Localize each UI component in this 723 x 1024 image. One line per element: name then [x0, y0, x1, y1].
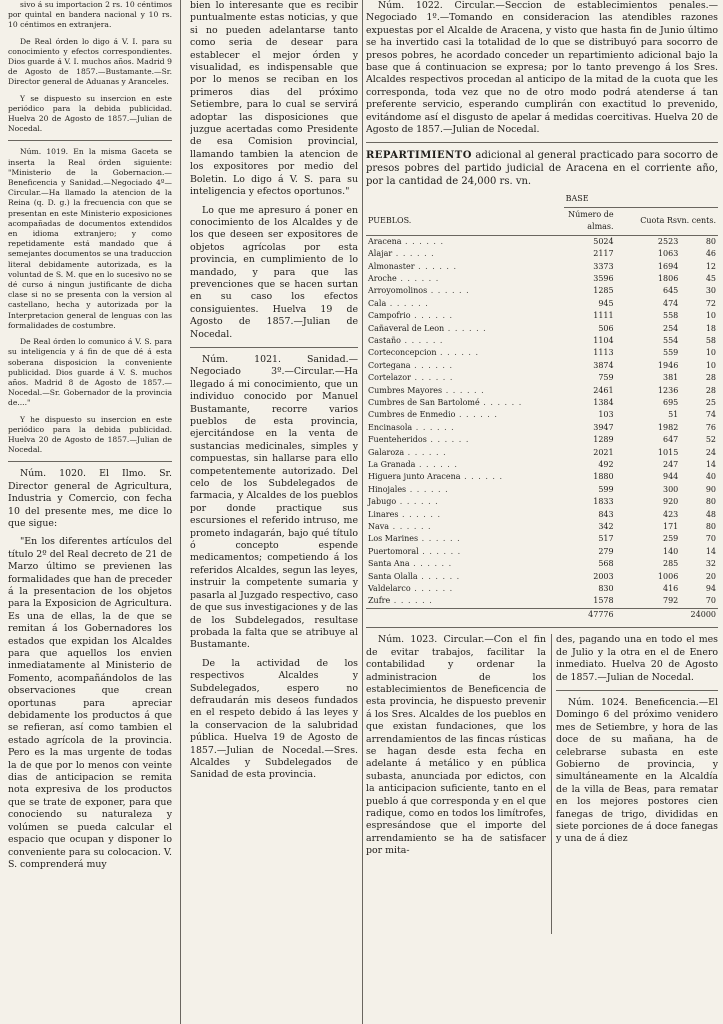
almas-cell: 1289: [593, 435, 614, 445]
table-row: [366, 471, 718, 483]
repartimiento-heading: REPARTIMIENTO: [366, 150, 472, 162]
almas-cell: 103: [598, 410, 614, 420]
cents-cell: 76: [705, 422, 716, 432]
almas-cell: 1111: [593, 311, 614, 321]
notice-1020-closing: Lo que me apresuro á poner en conocimiento de los Alcaldes y de los que deseen ser expositores de objetos agrícolas por esta provincia, en cumplimiento de lo mandado, y para que las prevenciones que se hacen surtan en su caso los efectos consiguientes. Huelva 19 de Agosto de 1857.—Julian de Nocedal.: [190, 204, 358, 340]
notice-1019-publication: Y he dispuesto su insercion en este periódico para la debida publicidad. Huelva 20 de Agosto de 1857.—Julian de Nocedal.: [8, 414, 172, 455]
reales-cell: 792: [663, 596, 679, 606]
separator: [8, 140, 172, 141]
table-row: [366, 372, 718, 384]
almas-cell: 2003: [593, 571, 614, 581]
almas-cell: 3596: [593, 273, 614, 283]
reales-cell: 1946: [657, 360, 679, 370]
separator: [8, 461, 172, 462]
cents-cell: 52: [705, 435, 716, 445]
pueblo-cell: Higuera junto Aracena . . .: [366, 471, 564, 483]
reales-cell: 300: [663, 484, 679, 494]
almas-cell: 517: [598, 534, 614, 544]
pueblo-cell: Aroche . . .: [366, 273, 564, 285]
reales-cell: 1982: [657, 422, 679, 432]
cents-cell: 74: [705, 410, 716, 420]
almas-cell: 830: [598, 584, 614, 594]
cents-cell: 28: [705, 385, 716, 395]
pueblo-cell: Los Marines . . .: [366, 533, 564, 545]
almas-cell: 3874: [593, 360, 614, 370]
repartimiento-rows: [366, 235, 718, 608]
pueblo-cell: Jabugo . . .: [366, 496, 564, 508]
cents-cell: 10: [705, 360, 716, 370]
notice-1024-column: [556, 634, 718, 852]
reales-cell: 254: [663, 323, 679, 333]
table-row: [366, 583, 718, 595]
separator: [366, 142, 718, 143]
table-row: [366, 422, 718, 434]
reales-cell: 259: [663, 534, 679, 544]
pueblo-cell: Fuenteheridos . . .: [366, 434, 564, 446]
almas-cell: 568: [598, 559, 614, 569]
reales-cell: 558: [663, 311, 679, 321]
notice-1019-signature: De Real órden lo comunico á V. S. para su inteligencia y á fin de que dé á esta soberana disposicion la conveniente publicidad. Dios guarde á V. S. muchos años. Madrid 8 de Agosto de 1857.—Nocedal.—Sr. Gobernador de la provincia de....": [8, 337, 172, 408]
pueblo-cell: Puertomoral . . .: [366, 546, 564, 558]
pueblo-cell: Cumbres Mayores . . .: [366, 385, 564, 397]
almas-cell: 1384: [593, 397, 614, 407]
almas-cell: 1104: [593, 335, 614, 345]
column-rule-2: [362, 0, 363, 1024]
cents-cell: 45: [705, 273, 716, 283]
reales-cell: 140: [663, 546, 679, 556]
total-almas: 47776: [564, 608, 616, 621]
almas-cell: 3947: [593, 422, 614, 432]
cents-cell: 90: [705, 484, 716, 494]
cents-cell: 46: [705, 249, 716, 259]
notice-1020-heading: Núm. 1020. El Ilmo. Sr. Director general de Agricultura, Industria y Comercio, con fecha 10 del presente mes, me dice lo que sigue:: [8, 468, 172, 529]
pueblo-cell: Aracena . . .: [366, 235, 564, 248]
cents-cell: 14: [705, 546, 716, 556]
almas-cell: 342: [598, 522, 614, 532]
column-1: [8, 0, 172, 1024]
table-row: [366, 533, 718, 545]
reales-cell: 247: [663, 460, 679, 469]
notice-1023: Núm. 1023. Circular.—Con el fin de evitar trabajos, facilitar la contabilidad y ordenar la administracion de los establecimientos de Beneficencia de esta provincia, he dispuesto prevenir á los Sres. Alcaldes de los pueblos en que existan fundaciones, que los arrendamientos de las fincas rústicas se hagan desde esta fecha en adelante á metálico y en pública subasta, anunciada por edictos, con la anticipacion suficiente, tanto en el pueblo á que corresponda y en el que radique, como en todos los limítrofes, espresándose que el importe del arrendamiento se ha de satisfacer por mita-: [366, 634, 546, 857]
almas-cell: 506: [598, 323, 614, 333]
almas-cell: 945: [598, 298, 614, 308]
notice-1021: Núm. 1021. Sanidad.—Negociado 3º.—Circular.—Ha llegado á mi conocimiento, que un individuo conocido por Manuel Bustamante, recorre varios pueblos de esta provincia, ejercitándose en la venta de sustancias medicinales, simples y compuestas, sin hallarse para ello competentemente autorizado. Del celo de los Subdelegados de farmacia, y Alcaldes de los pueblos por donde practique sus escursiones el referido intruso, me prometo indagarán, bajo qué título ó concepto espende medicamentos; competiendo á los referidos Alcaldes, segun las leyes, instruir la competente sumaria y pasarla al Juzgado respectivo, caso de que sus investigaciones y de las de los Subdelegados, resultase probada la falta que se atribuye al Bustamante.: [190, 353, 358, 651]
pueblo-cell: Galaroza . . .: [366, 447, 564, 459]
header-almas: Número de almas.: [568, 209, 614, 232]
notice-1024: Núm. 1024. Beneficencia.—El Domingo 6 del próximo venidero mes de Setiembre, y hora de las doce de su mañana, ha de celebrarse subasta en este Gobierno de provincia, y simultáneamente en la Alcaldía de la villa de Beas, para rematar en los mejores postores cien fanegas de trigo, divididas en siete porciones de á doce fanegas y una de á diez: [556, 696, 718, 845]
cents-cell: 40: [705, 472, 716, 482]
pueblo-cell: Alajar . . .: [366, 248, 564, 260]
almas-cell: 1880: [593, 472, 614, 482]
reales-cell: 285: [663, 559, 679, 569]
cents-cell: 48: [705, 509, 716, 519]
table-row: [366, 459, 718, 471]
reales-cell: 559: [663, 348, 679, 358]
base-label: BASE: [564, 192, 718, 207]
pueblo-cell: Almonaster . . .: [366, 261, 564, 273]
total-row: [366, 608, 718, 621]
almas-cell: 843: [598, 509, 614, 519]
table-row: [366, 335, 718, 347]
almas-cell: 599: [598, 484, 614, 494]
table-row: [366, 273, 718, 285]
cents-cell: 14: [705, 460, 716, 469]
cents-cell: 70: [705, 534, 716, 544]
table-row: [366, 248, 718, 260]
separator: [190, 347, 358, 348]
cents-cell: 12: [705, 261, 716, 271]
notice-1022: Núm. 1022. Circular.—Seccion de establecimientos penales.—Negociado 1º.—Tomando en consideracion las atendibles razones expuestas por el Alcalde de Aracena, y visto que hasta fin de Junio último se ha invertido casi la totalidad de lo que se distribuyó para socorro de presos pobres, he acordado conceder un repartimiento adicional bajo la base que á continuacion se expresa; por lo tanto prevengo á los Sres. Alcaldes respectivos procedan al anticipo de la mitad de la cuota que les corresponda, toda vez que no de otro modo podrá atenderse á tan preferente servicio, esperando cumplirán con exactitud lo prevenido, evitándome así el disgusto de apelar á medidas coercitivas. Huelva 20 de Agosto de 1857.—Julian de Nocedal.: [366, 0, 718, 136]
column-rule-3: [551, 634, 552, 934]
cents-cell: 18: [705, 323, 716, 333]
table-row: [366, 447, 718, 459]
pueblo-cell: Arroyomolinos . . .: [366, 285, 564, 297]
reales-cell: 51: [668, 410, 679, 420]
notice-1020-body: "En los diferentes artículos del título 2º del Real decreto de 21 de Marzo último se previenen las formalidades que han de preceder á la presentacion de los objetos para la Exposicion de Agricultura. Es una de ellas, la de que se remitan á los Gobernadores los estados que expidan los Alcaldes para que aquellos los envien inmediatamente al Ministerio de Fomento, acompañándolos de las observaciones que crean oportunas para apreciar debidamente los productos á que se refieran, así como tambien el estado agrícola de la provincia. Pero es la mas urgente de todas la de que por lo menos con veinte dias de anticipacion se remita nota expresiva de los productos que se trate de exponer, para que conociendo su naturaleza y volúmen se pueda calcular el espacio que ocupan y disponer lo conveniente para su colocacion. V. S. comprenderá muy: [8, 536, 172, 870]
reales-cell: 1015: [657, 447, 679, 457]
pueblo-cell: Cortegana . . .: [366, 360, 564, 372]
table-row: [366, 347, 718, 359]
almas-cell: 759: [598, 373, 614, 383]
separator: [556, 690, 718, 691]
cents-cell: 25: [705, 397, 716, 407]
reales-cell: 416: [663, 584, 679, 594]
reales-cell: 647: [663, 435, 679, 445]
separator: [366, 627, 718, 628]
notice-1021-closing: De la actividad de los respectivos Alcaldes y Subdelegados, espero no defraudarán mis deseos fundados en el respeto debido á las leyes y la conservacion de la salubridad pública. Huelva 19 de Agosto de 1857.—Julian de Nocedal.—Sres. Alcaldes y Subdelegados de Sanidad de esta provincia.: [190, 657, 358, 781]
column-3: [366, 0, 718, 1024]
column-rule-1: [180, 0, 181, 1024]
cents-cell: 72: [705, 298, 716, 308]
table-row: [366, 546, 718, 558]
pueblo-cell: Cumbres de San Bartolomé . . .: [366, 397, 564, 409]
repartimiento-title: [366, 149, 718, 188]
pueblo-cell: Corteconcepcion . . .: [366, 347, 564, 359]
header-pueblos: PUEBLOS.: [368, 215, 412, 225]
table-row: [366, 310, 718, 322]
table-row: [366, 409, 718, 421]
reales-cell: 474: [663, 298, 679, 308]
reales-cell: 1063: [657, 249, 679, 259]
almas-cell: 5024: [593, 236, 614, 246]
cents-cell: 80: [705, 236, 716, 246]
almas-cell: 3373: [593, 261, 614, 271]
pueblo-cell: Santa Olalla . . .: [366, 571, 564, 583]
table-row: [366, 558, 718, 570]
cents-cell: 28: [705, 373, 716, 383]
almas-cell: 1833: [593, 497, 614, 507]
repartimiento-subtitle: adicional al general practicado para socorro de presos pobres del partido judicial de Aracena en el corriente año, por la cantidad de 24,000 rs. vn.: [366, 150, 718, 188]
cents-cell: 20: [705, 571, 716, 581]
reales-cell: 1806: [657, 273, 679, 283]
pueblo-cell: Santa Ana . . .: [366, 558, 564, 570]
almas-cell: 1578: [593, 596, 614, 606]
decree-tail: sivo á su importacion 2 rs. 10 céntimos por quintal en bandera nacional y 10 rs. 10 céntimos en extranjera.: [8, 0, 172, 30]
pueblo-cell: Castaño . . .: [366, 335, 564, 347]
pueblo-cell: Cortelazor . . .: [366, 372, 564, 384]
reales-cell: 944: [663, 472, 679, 482]
almas-cell: 1113: [593, 348, 614, 358]
pueblo-cell: Encinasola . . .: [366, 422, 564, 434]
table-row: [366, 298, 718, 310]
notice-1023-continuation: des, pagando una en todo el mes de Julio y la otra en el de Enero inmediato. Huelva 20 de Agosto de 1857.—Julian de Nocedal.: [556, 634, 718, 683]
reales-cell: 2523: [657, 236, 679, 246]
table-row: [366, 496, 718, 508]
cents-cell: 58: [705, 335, 716, 345]
pueblo-cell: Zufre . . .: [366, 595, 564, 608]
cents-cell: 70: [705, 596, 716, 606]
reales-cell: 1006: [657, 571, 679, 581]
table-row: [366, 285, 718, 297]
table-row: [366, 397, 718, 409]
repartimiento-table: [366, 192, 718, 621]
almas-cell: 2117: [593, 249, 614, 259]
reales-cell: 1236: [657, 385, 679, 395]
cents-cell: 24: [705, 447, 716, 457]
pueblo-cell: Linares . . .: [366, 509, 564, 521]
cents-cell: 80: [705, 497, 716, 507]
almas-cell: 1285: [593, 286, 614, 296]
cents-cell: 80: [705, 522, 716, 532]
pueblo-cell: Valdelarco . . .: [366, 583, 564, 595]
almas-cell: 492: [598, 460, 614, 469]
table-row: [366, 509, 718, 521]
reales-cell: 554: [663, 335, 679, 345]
pueblo-cell: Cañaveral de Leon . . .: [366, 323, 564, 335]
notice-1019: Núm. 1019. En la misma Gaceta se inserta la Real órden siguiente: "Ministerio de la Gobernacion.—Beneficencia y Sanidad.—Negociado 4º—Circular.—Ha llamado la atencion de la Reina (q. D. g.) la frecuencia con que se presentan en este Ministerio exposiciones acompañadas de documentos extendidos en idioma extranjero; y como repetidamente está mandado que á semejantes documentos se una traduccion literal debidamente autorizada, es la voluntad de S. M. que en lo sucesivo no se dé curso á ningun justificante de dicha clase si no se presenta con la version al castellano, hecha y autorizada por la Interpretacion general de lenguas con las formalidades de costumbre.: [8, 147, 172, 330]
pueblo-cell: Hinojales . . .: [366, 484, 564, 496]
decree-signature: De Real órden lo digo á V. I. para su conocimiento y efectos correspondientes. Dios guarde á V. I. muchos años. Madrid 9 de Agosto de 1857.—Bustamante.—Sr. Director general de Aduanas y Aranceles.: [8, 36, 172, 87]
table-row: [366, 235, 718, 248]
pueblo-cell: La Granada . . .: [366, 459, 564, 471]
reales-cell: 1694: [657, 261, 679, 271]
almas-cell: 279: [598, 546, 614, 556]
notice-1020-continuation: bien lo interesante que es recibir puntualmente estas noticias, y que si no pueden adelantarse tanto como seria de desear para establecer el mejor órden y visualidad, es indispensable que por lo menos se reciban en los primeros dias del próximo Setiembre, para lo cual se servirá adoptar las disposiciones que juzgue acertadas como Presidente de esa Comision provincial, llamando tambien la atencion de los expositores por medio del Boletin. Lo digo á V. S. para su inteligencia y efectos oportunos.": [190, 0, 358, 198]
cents-cell: 32: [705, 559, 716, 569]
table-row: [366, 261, 718, 273]
reales-cell: 171: [663, 522, 679, 532]
reales-cell: 695: [663, 397, 679, 407]
table-row: [366, 571, 718, 583]
table-row: [366, 360, 718, 372]
pueblo-cell: Campofrio . . .: [366, 310, 564, 322]
table-row: [366, 434, 718, 446]
header-cuota: Cuota Rsvn. cents.: [640, 216, 716, 226]
cents-cell: 30: [705, 286, 716, 296]
reales-cell: 381: [663, 373, 679, 383]
reales-cell: 920: [663, 497, 679, 507]
reales-cell: 645: [663, 286, 679, 296]
total-cuota: 24000: [616, 608, 718, 621]
decree-publication: Y se dispuesto su insercion en este periódico para la debida publicidad. Huelva 20 de Agosto de 1857.—Julian de Nocedal.: [8, 93, 172, 134]
pueblo-cell: Cala . . .: [366, 298, 564, 310]
table-row: [366, 323, 718, 335]
table-row: [366, 484, 718, 496]
table-row: [366, 385, 718, 397]
almas-cell: 2021: [593, 447, 614, 457]
table-row: [366, 521, 718, 533]
column-2: [190, 0, 358, 1024]
pueblo-cell: Nava . . .: [366, 521, 564, 533]
pueblo-cell: Cumbres de Enmedio . . .: [366, 409, 564, 421]
cents-cell: 94: [705, 584, 716, 594]
cents-cell: 10: [705, 311, 716, 321]
table-row: [366, 595, 718, 608]
reales-cell: 423: [663, 509, 679, 519]
notice-1023-column: [366, 634, 546, 863]
almas-cell: 2461: [593, 385, 614, 395]
cents-cell: 10: [705, 348, 716, 358]
